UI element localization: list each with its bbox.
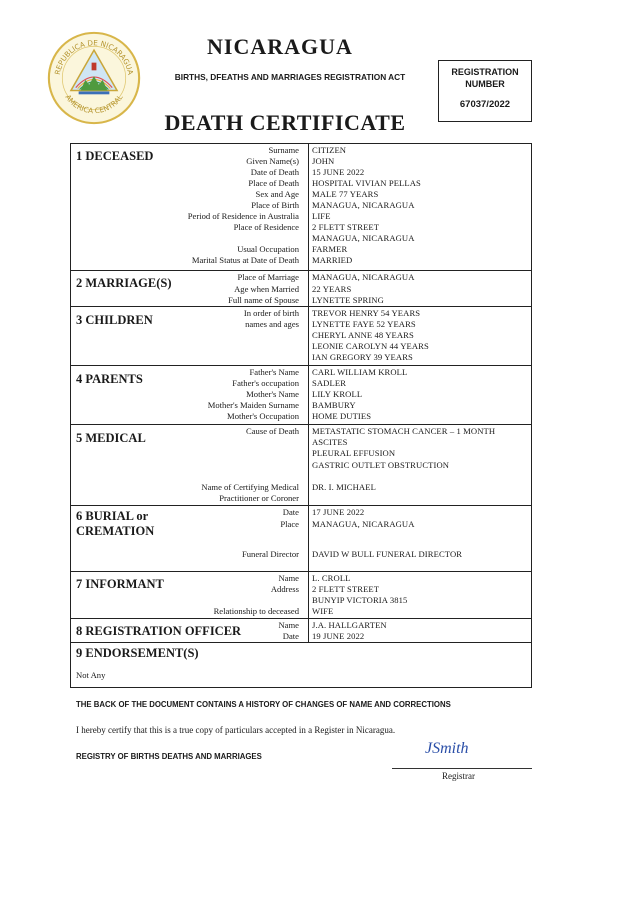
certificate-title: DEATH CERTIFICATE: [164, 110, 406, 135]
certificate-table: [70, 143, 532, 688]
field-value: 2 FLETT STREET: [312, 222, 380, 232]
field-value: GASTRIC OUTLET OBSTRUCTION: [312, 460, 450, 470]
field-value: SADLER: [312, 378, 347, 388]
field-label: Place of Death: [248, 178, 299, 188]
seal-bottom-text: AMERICA CENTRAL: [63, 92, 125, 116]
field-value: 2 FLETT STREET: [312, 584, 380, 594]
field-label: Practitioner or Coroner: [219, 493, 299, 503]
field-value: LILY KROLL: [312, 389, 363, 399]
field-value: 19 JUNE 2022: [312, 631, 365, 641]
country-name: NICARAGUA: [207, 34, 353, 59]
field-label: Age when Married: [234, 284, 299, 294]
section-medical: [71, 425, 531, 506]
field-label: Mother's Maiden Surname: [207, 400, 299, 410]
field-value: MANAGUA, NICARAGUA: [312, 272, 415, 282]
field-label: Funeral Director: [241, 549, 299, 559]
field-value: METASTATIC STOMACH CANCER – 1 MONTH: [312, 426, 496, 436]
endorsement-note: Not Any: [76, 670, 106, 680]
section-informant: [71, 572, 531, 619]
field-value: BAMBURY: [312, 400, 356, 410]
field-label: names and ages: [245, 319, 299, 329]
field-label: Father's occupation: [232, 378, 299, 388]
field-value: 17 JUNE 2022: [312, 507, 365, 517]
field-label: Place of Marriage: [237, 272, 299, 282]
field-label: Name of Certifying Medical: [201, 482, 299, 492]
field-value: IAN GREGORY 39 YEARS: [312, 352, 413, 362]
field-label: Date: [282, 631, 299, 641]
field-value: HOME DUTIES: [312, 411, 372, 421]
field-label: Date of Death: [250, 167, 299, 177]
registry-name: REGISTRY OF BIRTHS DEATHS AND MARRIAGES: [76, 752, 262, 761]
signature-line: [392, 768, 532, 769]
field-label: Mother's Occupation: [227, 411, 299, 421]
field-label: Marital Status at Date of Death: [191, 255, 299, 265]
field-value: WIFE: [312, 606, 334, 616]
field-value: PLEURAL EFFUSION: [312, 448, 396, 458]
section-parents: [71, 366, 531, 425]
field-value: FARMER: [312, 244, 348, 254]
registration-number: 67037/2022: [459, 99, 511, 110]
field-value: CITIZEN: [312, 145, 347, 155]
section-title: 8 REGISTRATION OFFICER: [76, 624, 242, 638]
field-label: Date: [282, 507, 299, 517]
field-label: Period of Residence in Australia: [187, 211, 299, 221]
field-label: Name: [278, 620, 299, 630]
field-label: Father's Name: [249, 367, 299, 377]
national-seal: [46, 30, 142, 126]
seal-top-text: REPUBLICA DE NICARAGUA: [52, 38, 136, 76]
section-title: 5 MEDICAL: [76, 431, 146, 445]
field-value: L. CROLL: [312, 573, 351, 583]
field-label: Usual Occupation: [237, 244, 299, 254]
field-label: Cause of Death: [246, 426, 299, 436]
section-endorsements: [71, 643, 531, 687]
registration-act: BIRTHS, DFEATHS AND MARRIAGES REGISTRATION ACT: [174, 72, 406, 82]
field-value: MARRIED: [312, 255, 353, 265]
section-title: 9 ENDORSEMENT(S): [76, 646, 199, 660]
field-value: MANAGUA, NICARAGUA: [312, 519, 415, 529]
section-registration-officer: [71, 619, 531, 643]
field-value: BUNYIP VICTORIA 3815: [312, 595, 408, 605]
registrar-signature: JSmith: [425, 740, 469, 757]
field-label: Place of Residence: [233, 222, 299, 232]
field-label: In order of birth: [243, 308, 299, 318]
field-value: LEONIE CAROLYN 44 YEARS: [312, 341, 429, 351]
field-label: Address: [270, 584, 299, 594]
field-label: Name: [278, 573, 299, 583]
section-burial: [71, 506, 531, 572]
section-title: 6 BURIAL or CREMATION: [76, 509, 155, 538]
registration-number-box: [438, 60, 532, 122]
certification-statement: I hereby certify that this is a true copy of particulars accepted in a Register in Nicaragua.: [76, 725, 396, 735]
field-value: JOHN: [312, 156, 335, 166]
field-value: TREVOR HENRY 54 YEARS: [312, 308, 421, 318]
back-of-document-note: THE BACK OF THE DOCUMENT CONTAINS A HISTORY OF CHANGES OF NAME AND CORRECTIONS: [76, 700, 451, 709]
field-value: J.A. HALLGARTEN: [312, 620, 387, 630]
field-value: CARL WILLIAM KROLL: [312, 367, 408, 377]
field-value: DAVID W BULL FUNERAL DIRECTOR: [312, 549, 463, 559]
section-children: [71, 307, 531, 366]
field-label: Full name of Spouse: [228, 295, 299, 305]
field-value: MANAGUA, NICARAGUA: [312, 233, 415, 243]
field-label: Sex and Age: [255, 189, 299, 199]
registrar-label: Registrar: [442, 771, 475, 781]
registration-label: REGISTRATION NUMBER: [451, 67, 519, 89]
section-title: 3 CHILDREN: [76, 313, 153, 327]
field-value: ASCITES: [312, 437, 348, 447]
field-value: DR. I. MICHAEL: [312, 482, 376, 492]
field-value: LYNETTE SPRING: [312, 295, 384, 305]
section-deceased: [71, 144, 531, 271]
section-title: 4 PARENTS: [76, 372, 143, 386]
field-value: CHERYL ANNE 48 YEARS: [312, 330, 414, 340]
field-label: Place: [280, 519, 299, 529]
field-value: LYNETTE FAYE 52 YEARS: [312, 319, 416, 329]
section-title: 7 INFORMANT: [76, 577, 164, 591]
field-value: 15 JUNE 2022: [312, 167, 365, 177]
section-title: 2 MARRIAGE(S): [76, 276, 172, 290]
field-value: LIFE: [312, 211, 331, 221]
field-value: MALE 77 YEARS: [312, 189, 379, 199]
field-label: Relationship to deceased: [213, 606, 299, 616]
field-label: Surname: [268, 145, 299, 155]
section-title: 1 DECEASED: [76, 149, 154, 163]
field-label: Place of Birth: [251, 200, 299, 210]
section-marriages: [71, 271, 531, 307]
field-value: HOSPITAL VIVIAN PELLAS: [312, 178, 421, 188]
field-value: 22 YEARS: [312, 284, 352, 294]
field-label: Mother's Name: [246, 389, 299, 399]
field-value: MANAGUA, NICARAGUA: [312, 200, 415, 210]
field-label: Given Name(s): [246, 156, 299, 166]
